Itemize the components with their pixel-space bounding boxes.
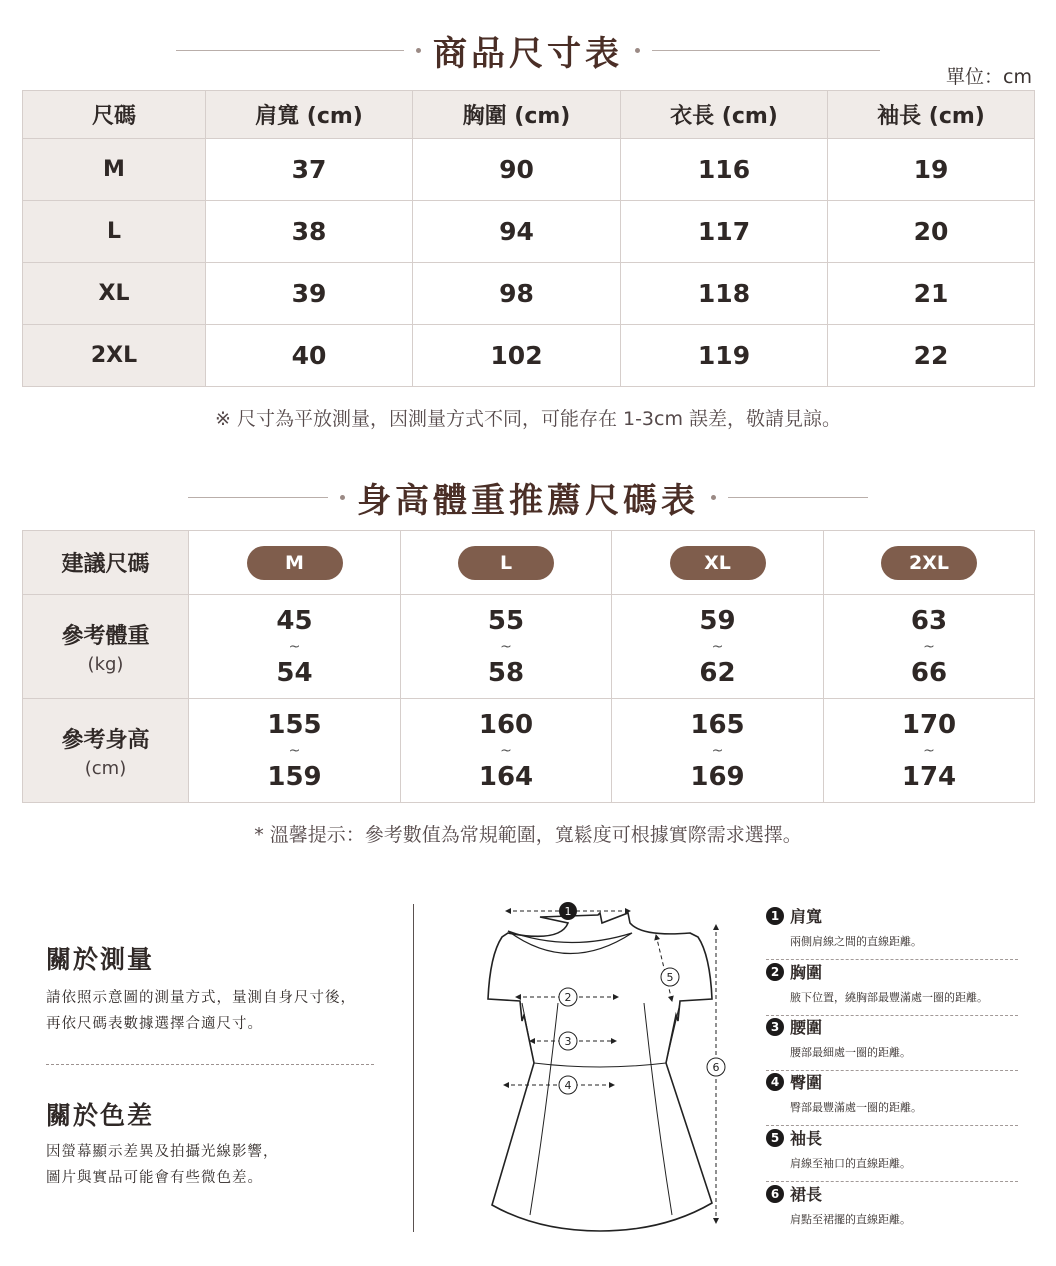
table-row xyxy=(23,263,1035,325)
marker-6 xyxy=(707,1058,725,1076)
legend-item-dress-length: 6 裙長 肩點至裙擺的直線距離。 xyxy=(766,1182,1018,1227)
title-line-right xyxy=(652,50,880,51)
dress-neckline xyxy=(508,931,632,954)
cell-value: 40 xyxy=(206,325,413,387)
header-size: 尺碼 xyxy=(23,91,206,139)
svg-text:6: 6 xyxy=(712,1061,720,1074)
cell-value: 22 xyxy=(828,325,1035,387)
dress-seam-right xyxy=(666,1003,680,1063)
size-label: 建議尺碼 xyxy=(23,531,189,595)
svg-text:2: 2 xyxy=(564,991,572,1004)
marker-5 xyxy=(661,968,679,986)
header-length: 衣長 (cm) xyxy=(621,91,828,139)
size-table-header xyxy=(23,91,1035,139)
marker-2 xyxy=(559,988,577,1006)
dress-seam-left xyxy=(522,1003,534,1063)
cell-value: 116 xyxy=(621,139,828,201)
about-measure-text: 請依照示意圖的測量方式，量測自身尺寸後， 再依尺碼表數據選擇合適尺寸。 xyxy=(46,990,356,1032)
row-size-label: L xyxy=(23,201,206,263)
header-sleeve: 袖長 (cm) xyxy=(828,91,1035,139)
svg-text:3: 3 xyxy=(564,1035,572,1048)
marker-1 xyxy=(559,902,577,920)
marker-4 xyxy=(559,1076,577,1094)
cell-value: 37 xyxy=(206,139,413,201)
size-pill: L xyxy=(458,546,554,580)
recommend-title-row xyxy=(0,473,1056,522)
table-row xyxy=(23,201,1035,263)
size-pill: M xyxy=(247,546,343,580)
number-badge: 4 xyxy=(766,1073,784,1091)
row-size-label: XL xyxy=(23,263,206,325)
cell-value: 20 xyxy=(828,201,1035,263)
dress-measurement-diagram xyxy=(450,895,750,1240)
table-row xyxy=(23,699,1035,803)
size-chart-title-row xyxy=(0,26,1056,75)
size-chart-title: 商品尺寸表 xyxy=(433,34,623,74)
weight-range: 63 ~ 66 xyxy=(824,595,1035,699)
size-pill: 2XL xyxy=(881,546,977,580)
height-range: 160 ~ 164 xyxy=(401,699,612,803)
height-label: 參考身高 xyxy=(61,727,150,753)
title-dot xyxy=(635,48,640,53)
legend-item-chest: 2 胸圍 腋下位置，繞胸部最豐滿處一圈的距離。 xyxy=(766,960,1018,1016)
table-row xyxy=(23,531,1035,595)
cell-value: 90 xyxy=(413,139,621,201)
height-label-cell xyxy=(23,699,189,803)
weight-label: 參考體重 xyxy=(61,623,150,649)
header-shoulder: 肩寬 (cm) xyxy=(206,91,413,139)
size-chart-table xyxy=(22,90,1035,387)
recommend-chart-title: 身高體重推薦尺碼表 xyxy=(357,481,699,521)
svg-text:5: 5 xyxy=(666,971,674,984)
cell-value: 21 xyxy=(828,263,1035,325)
title-dot xyxy=(711,495,716,500)
header-chest: 胸圍 (cm) xyxy=(413,91,621,139)
about-measure-title: 關於測量 xyxy=(46,945,155,974)
recommend-chart-table xyxy=(22,530,1035,803)
cell-value: 98 xyxy=(413,263,621,325)
title-dot xyxy=(340,495,345,500)
about-color-text: 因螢幕顯示差異及拍攝光線影響， 圖片與實品可能會有些微色差。 xyxy=(46,1144,279,1186)
legend-item-hip: 4 臀圍 臀部最豐滿處一圈的距離。 xyxy=(766,1070,1018,1126)
table-row xyxy=(23,325,1035,387)
cell-value: 117 xyxy=(621,201,828,263)
size-chart-note: ※ 尺寸為平放測量，因測量方式不同，可能存在 1-3cm 誤差，敬請見諒。 xyxy=(214,408,842,430)
title-line-left xyxy=(176,50,404,51)
legend-item-waist: 3 腰圍 腰部最細處一圈的距離。 xyxy=(766,1015,1018,1071)
table-row xyxy=(23,139,1035,201)
cell-value: 19 xyxy=(828,139,1035,201)
legend-item-shoulder: 1 肩寬 兩側肩線之間的直線距離。 xyxy=(766,904,1018,960)
cell-value: 119 xyxy=(621,325,828,387)
row-size-label: M xyxy=(23,139,206,201)
weight-unit: (kg) xyxy=(87,653,124,675)
unit-label: 單位：cm xyxy=(946,66,1032,88)
weight-label-cell xyxy=(23,595,189,699)
cell-value: 39 xyxy=(206,263,413,325)
table-row xyxy=(23,595,1035,699)
dress-panel-left xyxy=(530,1003,558,1215)
svg-text:1: 1 xyxy=(564,905,572,918)
recommend-chart-note: * 溫馨提示：參考數值為常規範圍，寬鬆度可根據實際需求選擇。 xyxy=(254,824,802,846)
height-range: 170 ~ 174 xyxy=(824,699,1035,803)
size-pill: XL xyxy=(670,546,766,580)
title-line-right xyxy=(728,497,868,498)
cell-value: 102 xyxy=(413,325,621,387)
section-divider-line xyxy=(413,904,414,1232)
number-badge: 2 xyxy=(766,963,784,981)
number-badge: 1 xyxy=(766,907,784,925)
title-dot xyxy=(416,48,421,53)
height-range: 155 ~ 159 xyxy=(189,699,401,803)
row-size-label: 2XL xyxy=(23,325,206,387)
number-badge: 3 xyxy=(766,1018,784,1036)
dress-outline xyxy=(488,913,712,1231)
height-unit: (cm) xyxy=(84,757,127,779)
legend-item-sleeve: 5 袖長 肩線至袖口的直線距離。 xyxy=(766,1126,1018,1182)
weight-range: 45 ~ 54 xyxy=(189,595,401,699)
dress-waist-seam xyxy=(534,1063,666,1067)
weight-range: 55 ~ 58 xyxy=(401,595,612,699)
weight-range: 59 ~ 62 xyxy=(612,595,824,699)
svg-text:4: 4 xyxy=(564,1079,572,1092)
title-line-left xyxy=(188,497,328,498)
number-badge: 5 xyxy=(766,1129,784,1147)
cell-value: 94 xyxy=(413,201,621,263)
cell-value: 118 xyxy=(621,263,828,325)
dress-panel-right xyxy=(644,1003,672,1215)
marker-3 xyxy=(559,1032,577,1050)
number-badge: 6 xyxy=(766,1185,784,1203)
cell-value: 38 xyxy=(206,201,413,263)
height-range: 165 ~ 169 xyxy=(612,699,824,803)
about-color-title: 關於色差 xyxy=(46,1101,155,1130)
about-divider xyxy=(46,1064,374,1065)
